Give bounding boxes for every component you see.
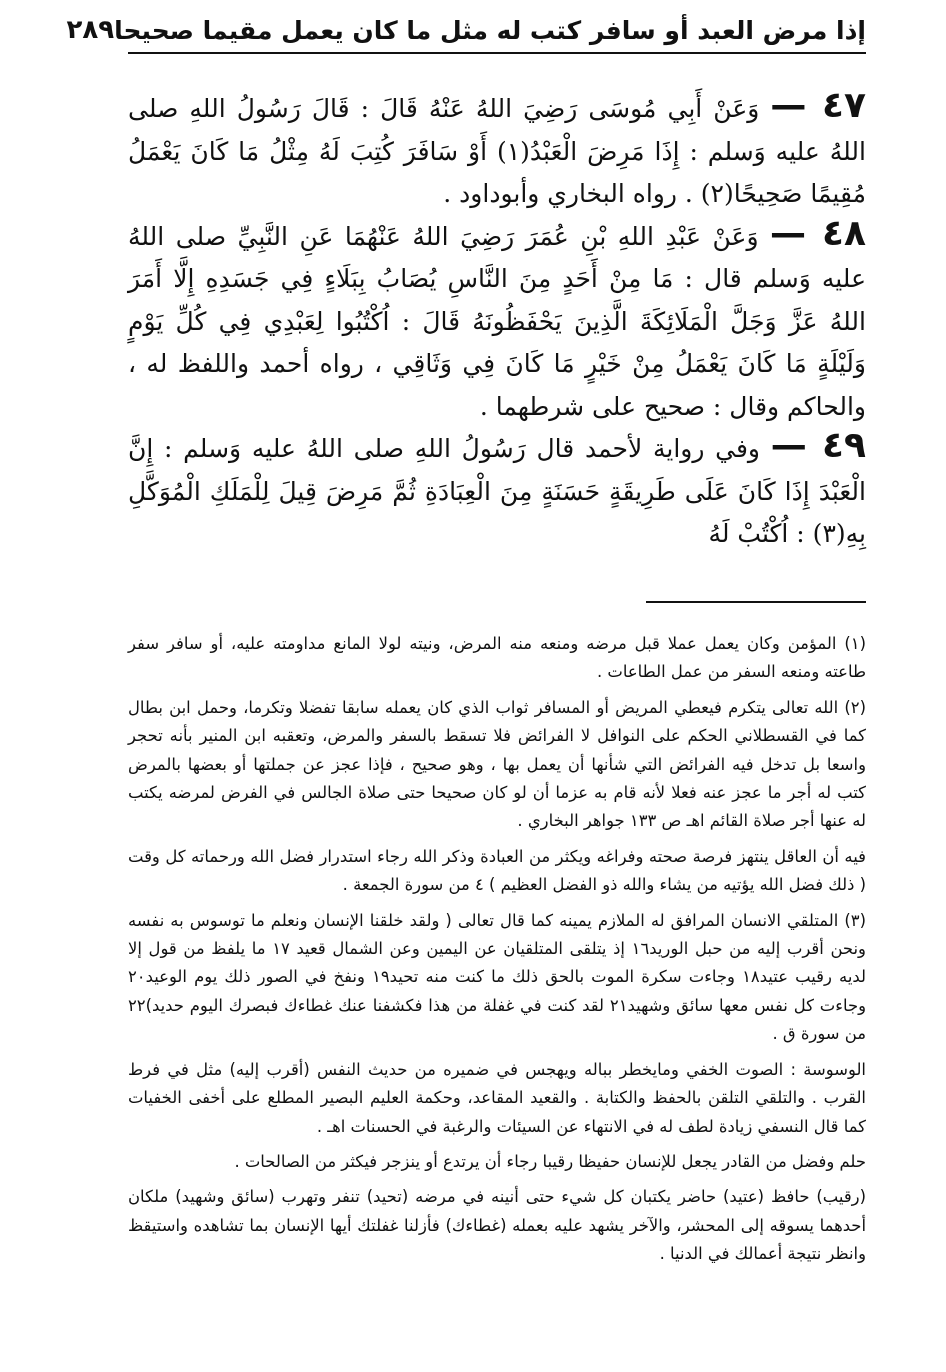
hadith-48	[128, 212, 866, 429]
hadith-number: ٤٧ —	[770, 85, 866, 126]
footnote-1: (١) المؤمن وكان يعمل عملا قبل مرضه ومنعه منه المرض، ونيته لولا المانع مداومته عليه، أو سافر سفر طاعته ومنعه السفر من عمل الطاعات .	[128, 634, 866, 682]
hadith-number: ٤٨ —	[769, 212, 866, 254]
footnote-separator	[646, 601, 866, 603]
footnote-2: (٢) الله تعالى يتكرم فيعطي المريض أو المسافر ثواب الذي كان يعمله سابقا تفضلا وتكرما، وحمل ابن بطال كما في القسطلاني الحكم على النوافل لا الفرائض فلا تسقط بالسفر والمرض، وتعقبه ابن المنير بأنه تحجر واسعا بل تدخل فيه الفرائض التي شأنها أن يعمل بها ، وهو صحيح ، فإذا عجز عن جملتها أو بعضها بالمرض كتب له أجر ما عجز عنه فعلا لأنه قام به عزما أن لو كان صحيحا حتى صلاة الجالس في الفرض لمرضه يكتب له عنها أجر صلاة القائم اهـ ص ١٣٣ جواهر البخاري .	[128, 697, 866, 831]
hadith-text: وفي رواية لأحمد قال رَسُولُ اللهِ صلى اللهُ عليه وَسلم : إِنَّ الْعَبْدَ إِذَا كَانَ عَلَى طَرِيقَةٍ حَسَنَةٍ مِنَ الْعِبَادَةِ ثُمَّ مَرِضَ قِيلَ لِلْمَلَكِ الْمُوَكَّلِ بِهِ(٣) : اُكْتُبْ لَهُ	[128, 434, 866, 548]
hadith-47	[128, 85, 866, 216]
hadith-49	[128, 425, 866, 556]
footnote-3: (٣) المتلقي الانسان المرافق له الملازم يمينه كما قال تعالى ( ولقد خلقنا الإنسان ونعلم ما توسوس به نفسه ونحن أقرب إليه من حبل الوريد١٦ إذ يتلقى المتلقيان عن اليمين وعن الشمال قعيد ١٧ ما يلفظ من قول إلا لديه رقيب عتيد١٨ وجاءت سكرة الموت بالحق ذلك ما كنت منه تحيد١٩ ونفخ في الصور ذلك يوم الوعيد٢٠ وجاءت كل نفس معها سائق وشهيد٢١ لقد كنت في غفلة من هذا فكشفنا عنك غطاءك فبصرك اليوم حديد)٢٢ من سورة ق .	[128, 910, 866, 1044]
footnotes	[128, 630, 866, 1276]
hadith-text: وَعَنْ أَبِي مُوسَى رَضِيَ اللهُ عَنْهُ قَالَ : قَالَ رَسُولُ اللهِ صلى اللهُ عليه وَسلم : إِذَا مَرِضَ الْعَبْدُ(١) أَوْ سَافَرَ كُتِبَ لَهُ مِثْلُ مَا كَانَ يَعْمَلُ مُقِيمًا صَحِيحًا(٢) . رواه البخاري وأبوداود .	[128, 94, 866, 208]
page-header	[66, 8, 866, 54]
running-title: إذا مرض العبد أو سافر كتب له مثل ما كان يعمل مقيما صحيحا	[114, 15, 866, 45]
footnote-definitions: الوسوسة : الصوت الخفي ومايخطر بباله ويهجس في ضميره من حديث النفس (أقرب إليه) مثل في فرط القرب . والتلقي التلقن بالحفظ والكتابة . والقعيد المقاعد، وحكمة العليم البصير المطلع على أخفى الخفيات كما قال النسفي زيادة لطف له في الانتهاء عن السيئات والرغبة في الحسنات اهـ .	[128, 1059, 866, 1136]
footnote-glossary: (رقيب) حافظ (عتيد) حاضر يكتبان كل شيء حتى أنينه في مرضه (تحيد) تنفر وتهرب (سائق وشهيد) ملكان أحدهما يسوقه إلى المحشر، والآخر يشهد عليه بعمله (غطاءك) فأزلنا غفلتك أيها الإنسان بما تشاهده واستيقظ وانظر نتيجة أعمالك في الدنيا .	[128, 1187, 866, 1264]
hadith-number: ٤٩ —	[770, 425, 866, 466]
footnote-lesson: حلم وفضل من القادر يجعل للإنسان حفيظا رقيبا رجاء أن يرتدع أو ينزجر فيكثر من الصالحات .	[234, 1151, 866, 1171]
page-number: ٢٨٩	[66, 15, 115, 45]
footnote-commentary: فيه أن العاقل ينتهز فرصة صحته وفراغه ويكثر من العبادة وذكر الله رجاء استدرار فضل الله ورحماته كل وقت ( ذلك فضل الله يؤتيه من يشاء والله ذو الفضل العظيم ) ٤ من سورة الجمعة .	[128, 846, 866, 895]
main-text	[128, 85, 866, 556]
hadith-text: وَعَنْ عَبْدِ اللهِ بْنِ عُمَرَ رَضِيَ اللهُ عَنْهُمَا عَنِ النَّبِيِّ صلى اللهُ عليه وَسلم قال : مَا مِنْ أَحَدٍ مِنَ النَّاسِ يُصَابُ بِبَلَاءٍ فِي جَسَدِهِ إِلَّا أَمَرَ اللهُ عَزَّ وَجَلَّ الْمَلَائِكَةَ الَّذِينَ يَحْفَظُونَهُ قَالَ : اُكْتُبُوا لِعَبْدِي فِي كُلِّ يَوْمٍ وَلَيْلَةٍ مَا كَانَ يَعْمَلُ مِنْ خَيْرٍ مَا كَانَ فِي وَثَاقِي ، رواه أحمد واللفظ له ، والحاكم وقال : صحيح على شرطهما .	[128, 221, 866, 421]
